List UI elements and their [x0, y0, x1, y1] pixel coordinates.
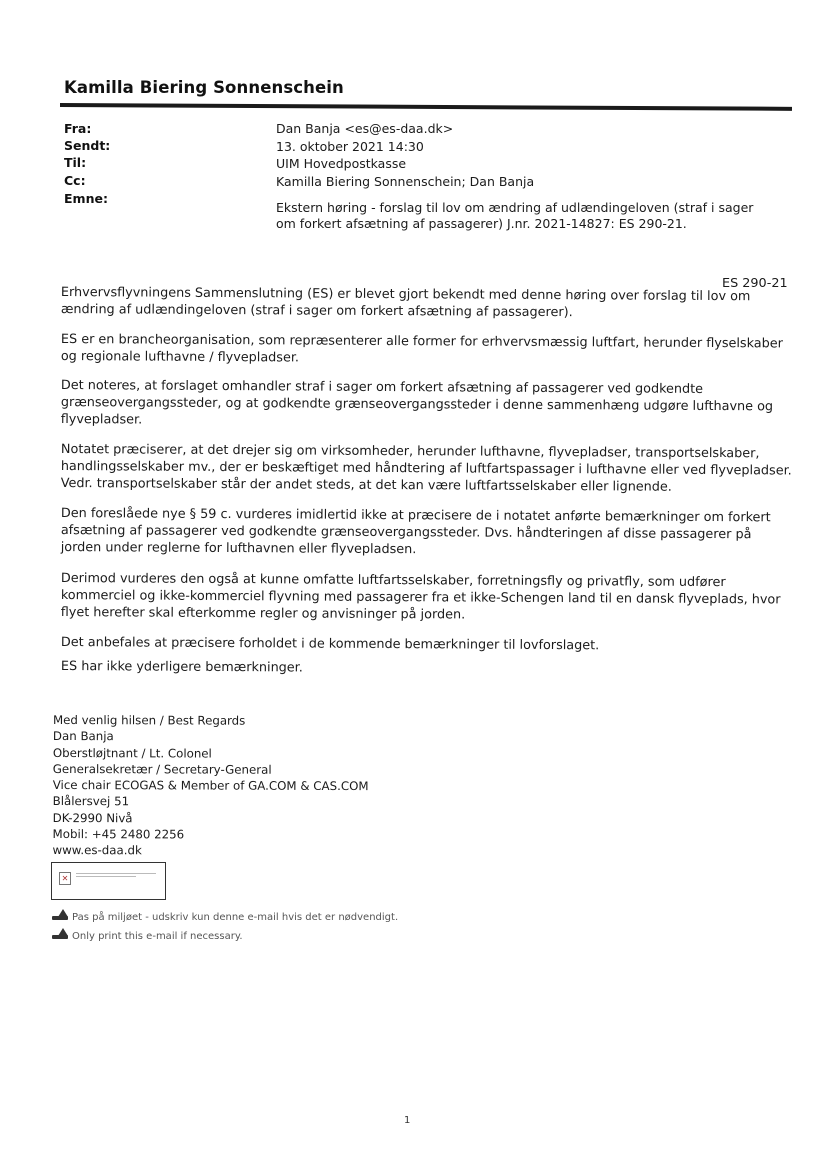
tree-icon	[52, 928, 70, 940]
meta-label-sent: Sendt:	[64, 138, 111, 153]
body-paragraph-3: Det noteres, at forslaget omhandler straf i sager om forkert afsætning af passagerer ved godkendte grænseovergangssteder, og at godkendte grænseovergangssteder i denne sammenhæng udgøre lufthavne og flyvepladser.	[60, 377, 774, 428]
meta-value-subject: Ekstern høring - forslag til lov om ændring af udlændingeloven (straf i sager om forkert afsætning af passagerer) J.nr. 2021-14827: ES 290-21.	[276, 200, 754, 231]
email-signature	[52, 712, 368, 860]
body-paragraph-6: Derimod vurderes den også at kunne omfatte luftfartsselskaber, forretningsfly og privatfly, som udfører kommerciel og ikke-kommerciel flyvning med passagerer fra et ikke-Schengen land til en dansk flyveplads, hvor flyet herefter skal efterkomme regler og anvisninger på jorden.	[60, 571, 781, 623]
body-paragraph-7: Det anbefales at præcisere forholdet i de kommende bemærkninger til lovforslaget.	[60, 635, 600, 654]
signature-website-link[interactable]: www.es-daa.dk	[52, 843, 142, 858]
signature-rank: Oberstløjtnant / Lt. Colonel	[52, 745, 212, 761]
signature-roles: Vice chair ECOGAS & Member of GA.COM & CAS.COM	[52, 778, 369, 794]
eco-notice-english	[52, 928, 243, 942]
signature-title: Generalsekretær / Secretary-General	[52, 761, 272, 777]
header-rule	[60, 103, 792, 111]
sender-name: Kamilla Biering Sonnenschein	[64, 78, 344, 97]
signature-closing: Med venlig hilsen / Best Regards	[52, 713, 246, 728]
eco-notice-english-text: Only print this e-mail if necessary.	[72, 931, 243, 942]
body-paragraph-5: Den foreslåede nye § 59 c. vurderes imidlertid ikke at præcisere de i notatet anførte bemærkninger om forkert afsætning af passagerer ved godkendte grænseovergangssteder. Dvs. håndteringen af disse passagerer på jorden under reglerne for lufthavnen eller flyvepladsen.	[60, 505, 771, 558]
page-number: 1	[404, 1115, 411, 1126]
signature-city: DK-2990 Nivå	[52, 810, 133, 826]
body-paragraph-4: Notatet præciserer, at det drejer sig om virksomheder, herunder lufthavne, flyvepladser, transportselskaber, handlingsselskaber mv., der er beskæftiget med håndtering af luftfartspassager i lufthavne eller ved flyvepladser. Vedr. transportselskaber står der andet steds, at det kan være luftfartsselskaber eller lignende.	[60, 441, 792, 495]
signature-name: Dan Banja	[52, 729, 114, 744]
tree-icon	[52, 909, 70, 921]
body-paragraph-1: Erhvervsflyvningens Sammenslutning (ES) er blevet gjort bekendt med denne høring over forslag til lov om ændring af udlændingeloven (straf i sager om forkert afsætning af passagerer).	[60, 284, 751, 321]
eco-notice-danish	[52, 909, 398, 923]
meta-value-cc: Kamilla Biering Sonnenschein; Dan Banja	[276, 174, 535, 189]
meta-value-from: Dan Banja <es@es-daa.dk>	[276, 121, 454, 136]
meta-label-cc: Cc:	[64, 173, 86, 188]
reference-code: ES 290-21	[722, 276, 788, 291]
meta-value-sent: 13. oktober 2021 14:30	[276, 139, 424, 154]
broken-image-icon: ✕	[59, 872, 71, 885]
image-alt-text-lines	[76, 873, 158, 879]
body-paragraph-2: ES er en brancheorganisation, som repræsenterer alle former for erhvervsmæssig luftfart, herunder flyselskaber og regionale lufthavne / flyvepladser.	[60, 331, 783, 366]
body-paragraph-8: ES har ikke yderligere bemærkninger.	[60, 659, 303, 676]
signature-street: Blålersvej 51	[52, 794, 130, 809]
eco-notice-danish-text: Pas på miljøet - udskriv kun denne e-mail hvis det er nødvendigt.	[72, 912, 399, 923]
meta-value-to: UIM Hovedpostkasse	[276, 156, 407, 171]
broken-image-placeholder	[51, 862, 166, 900]
meta-label-from: Fra:	[64, 121, 92, 136]
meta-label-to: Til:	[64, 155, 87, 170]
signature-phone: Mobil: +45 2480 2256	[52, 827, 185, 842]
meta-label-subject: Emne:	[64, 191, 108, 206]
